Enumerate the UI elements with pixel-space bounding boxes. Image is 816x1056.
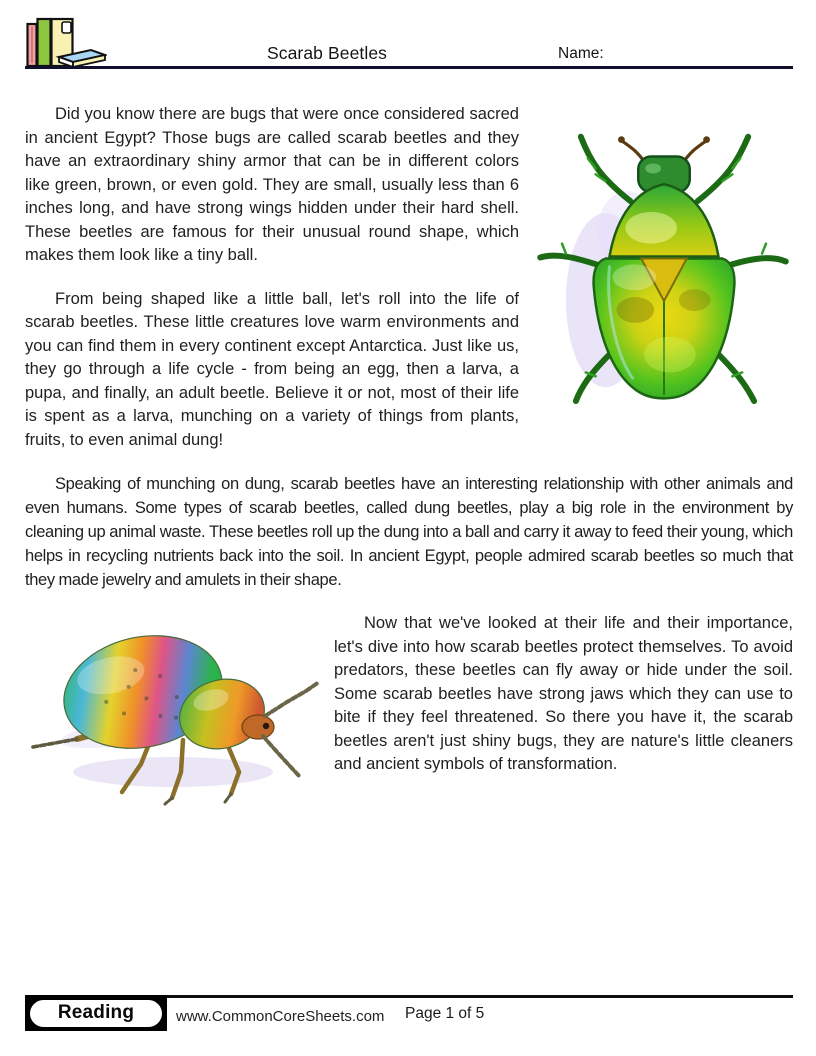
- website-text: www.CommonCoreSheets.com: [176, 1008, 385, 1025]
- books-stack-icon: [25, 11, 107, 68]
- beetle-top-view-image: [535, 107, 793, 409]
- paragraph-life-cycle: From being shaped like a little ball, let's roll into the life of scarab beetles. These little creatures love warm environments and you can find them in every continent except Antarctica. Just like us, they go through a life cycle - from being an egg, then a larva, a pupa, and finally, an adult beetle. Believe it or not, most of their life is spent as a larva, munching on a variety of things from plants, fruits, to even animal dung!: [25, 289, 519, 449]
- paragraph-intro: Did you know there are bugs that were once considered sacred in ancient Egypt? Those bugs are called scarab beetles and they have an extraordinary shiny armor that can be in different colors like green, brown, or even gold. They are small, usually less than 6 inches long, and have strong wings hidden under their hard shell. These beetles are famous for their unusual round shape, which makes them look like a tiny ball.: [25, 105, 519, 264]
- reading-badge-label: Reading: [30, 1000, 162, 1027]
- beetle-side-view-image: [25, 614, 322, 806]
- article: [25, 69, 793, 812]
- paragraph-protection: Now that we've looked at their life and their importance, let's dive into how scarab beetles protect themselves. To avoid predators, these beetles can fly away or hide under the soil. Some scarab beetles have strong jaws which they can use to bite if they feel threatened. So there you have it, the scarab beetles aren't just shiny bugs, they are nature's little cleaners and ancient symbols of transformation.: [334, 614, 793, 773]
- page-number: Page 1 of 5: [405, 1005, 485, 1022]
- name-label: Name:: [558, 45, 604, 62]
- page-title: Scarab Beetles: [266, 43, 388, 63]
- reading-badge: [25, 995, 167, 1031]
- paragraph-dung-beetles: Speaking of munching on dung, scarab beetles have an interesting relationship with other animals and even humans. Some types of scarab beetles, called dung beetles, play a big role in the environment by cleaning up animal waste. These beetles roll up the dung into a ball and carry it away to feed their young, which helps in recycling nutrients back into the soil. In ancient Egypt, people admired scarab beetles so much that they made jewelry and amulets in their shape.: [25, 475, 793, 589]
